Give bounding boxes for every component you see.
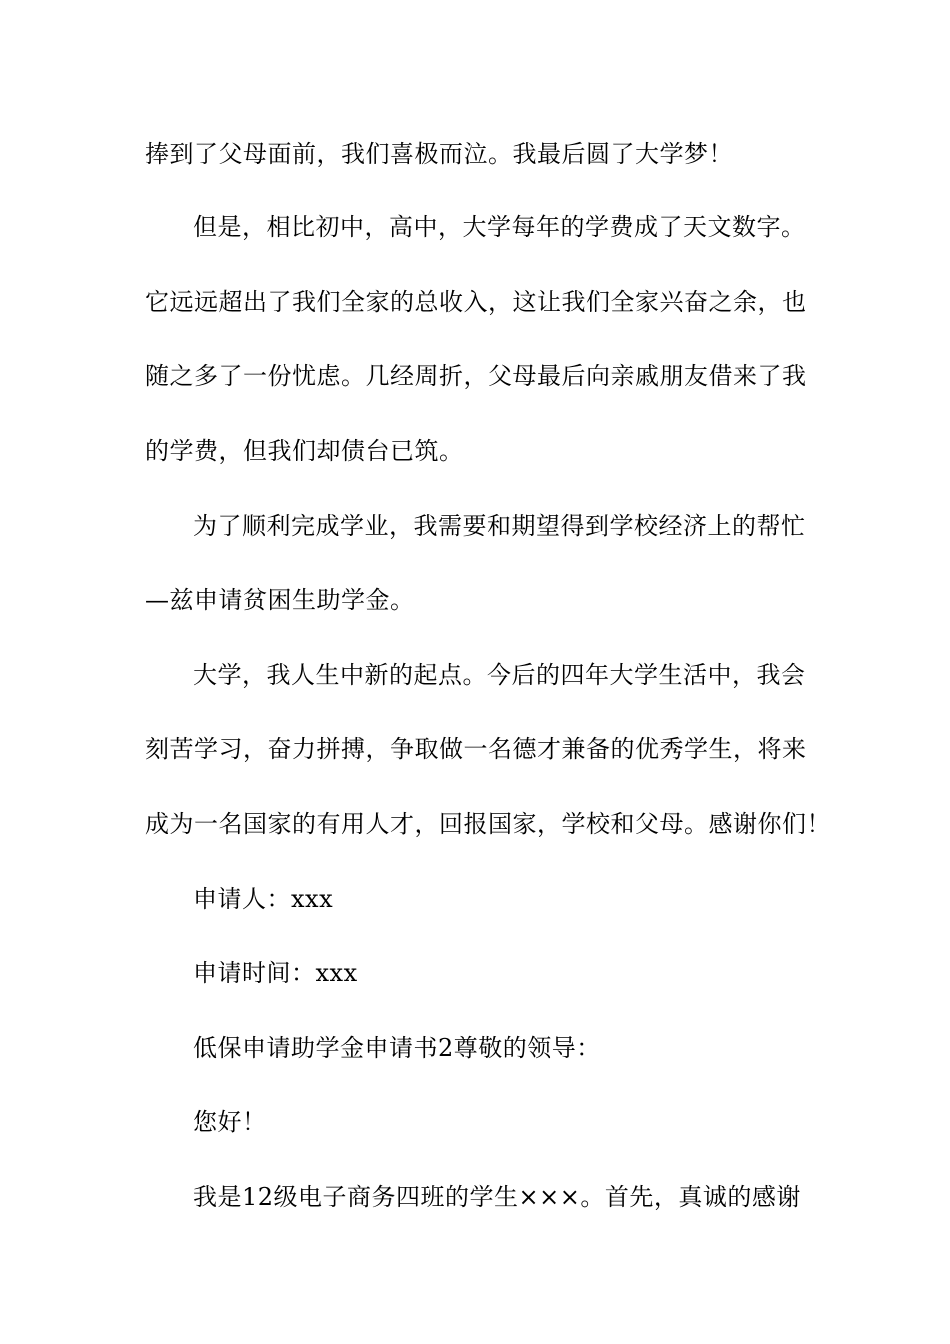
paragraph-line: 捧到了父母面前，我们喜极而泣。我最后圆了大学梦！ (145, 140, 733, 168)
paragraph-line: 成为一名国家的有用人才，回报国家，学校和父母。感谢你们！ (145, 810, 831, 838)
paragraph-line: 大学，我人生中新的起点。今后的四年大学生活中，我会 (193, 661, 806, 689)
applicant-line: 申请人：xxx (193, 885, 334, 913)
paragraph-line: 我是12级电子商务四班的学生×××。首先，真诚的感谢 (193, 1183, 801, 1211)
paragraph-line: 的学费，但我们却债台已筑。 (145, 437, 464, 465)
paragraph-line: —兹申请贫困生助学金。 (145, 586, 415, 614)
section-heading-line: 低保申请助学金申请书2尊敬的领导： (193, 1034, 601, 1062)
paragraph-line: 为了顺利完成学业，我需要和期望得到学校经济上的帮忙 (193, 512, 806, 540)
paragraph-line: 随之多了一份忧虑。几经周折，父母最后向亲戚朋友借来了我 (145, 362, 807, 390)
paragraph-line: 它远远超出了我们全家的总收入，这让我们全家兴奋之余，也 (145, 288, 807, 316)
paragraph-line: 但是，相比初中，高中，大学每年的学费成了天文数字。 (193, 213, 806, 241)
paragraph-line: 刻苦学习，奋力拼搏，争取做一名德才兼备的优秀学生，将来 (145, 735, 807, 763)
application-date-line: 申请时间：xxx (193, 959, 358, 987)
greeting-line: 您好！ (193, 1108, 267, 1136)
